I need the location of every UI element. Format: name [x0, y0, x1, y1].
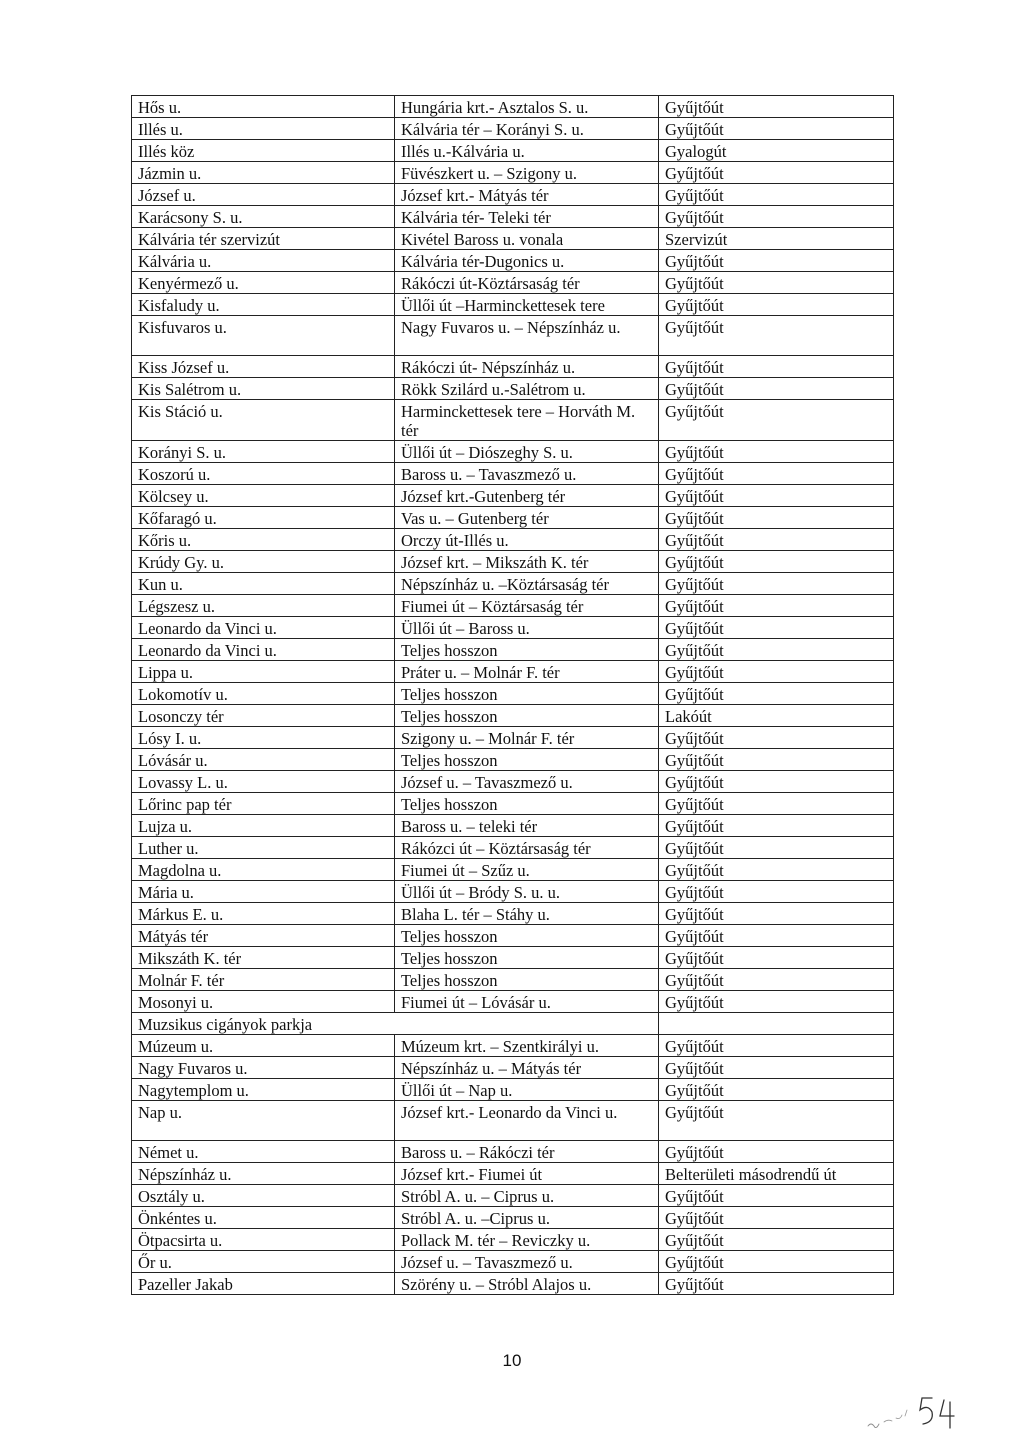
street-name-cell: Magdolna u.	[132, 859, 395, 881]
street-name-cell: Krúdy Gy. u.	[132, 551, 395, 573]
table-row	[132, 903, 894, 925]
road-type-cell: Gyűjtőút	[659, 1273, 894, 1295]
table-row	[132, 1163, 894, 1185]
table-row	[132, 206, 894, 228]
table-row	[132, 727, 894, 749]
section-cell: Üllői út – Baross u.	[395, 617, 659, 639]
section-cell: Baross u. – Rákóczi tér	[395, 1141, 659, 1163]
street-name-cell: Lósy I. u.	[132, 727, 395, 749]
road-type-cell: Gyűjtőút	[659, 1185, 894, 1207]
street-name-cell: Önkéntes u.	[132, 1207, 395, 1229]
page-number: 10	[502, 1351, 522, 1370]
street-name-cell: Jázmin u.	[132, 162, 395, 184]
section-cell: Hungária krt.- Asztalos S. u.	[395, 96, 659, 118]
street-name-cell: Mosonyi u.	[132, 991, 395, 1013]
road-type-cell: Gyűjtőút	[659, 400, 894, 441]
street-name-cell: Kálvária tér szervizút	[132, 228, 395, 250]
road-type-cell: Gyűjtőút	[659, 378, 894, 400]
table-body	[132, 96, 894, 1295]
table-row	[132, 1013, 894, 1035]
road-type-cell: Gyűjtőút	[659, 118, 894, 140]
table-row	[132, 356, 894, 378]
section-cell: Múzeum krt. – Szentkirályi u.	[395, 1035, 659, 1057]
street-name-cell: Karácsony S. u.	[132, 206, 395, 228]
road-type-cell: Gyűjtőút	[659, 1079, 894, 1101]
road-type-cell: Gyűjtőút	[659, 595, 894, 617]
section-cell: József krt.- Leonardo da Vinci u.	[395, 1101, 659, 1141]
section-cell: Teljes hosszon	[395, 639, 659, 661]
section-cell: Üllői út – Nap u.	[395, 1079, 659, 1101]
road-type-cell: Gyűjtőút	[659, 1035, 894, 1057]
section-cell: József u. – Tavaszmező u.	[395, 1251, 659, 1273]
table-row	[132, 859, 894, 881]
street-name-cell: Német u.	[132, 1141, 395, 1163]
street-name-cell: Pazeller Jakab	[132, 1273, 395, 1295]
table-row	[132, 705, 894, 727]
table-row	[132, 551, 894, 573]
road-type-cell: Gyűjtőút	[659, 1057, 894, 1079]
section-cell: Harminckettesek tere – Horváth M. tér	[395, 400, 659, 441]
table-row	[132, 378, 894, 400]
street-name-cell: Mátyás tér	[132, 925, 395, 947]
section-cell: Szörény u. – Stróbl Alajos u.	[395, 1273, 659, 1295]
road-type-cell: Belterületi másodrendű út	[659, 1163, 894, 1185]
street-name-cell: Kölcsey u.	[132, 485, 395, 507]
section-cell: József krt.- Mátyás tér	[395, 184, 659, 206]
section-cell: Üllői út – Diószeghy S. u.	[395, 441, 659, 463]
table-row	[132, 1185, 894, 1207]
table-row	[132, 947, 894, 969]
street-name-cell: Légszesz u.	[132, 595, 395, 617]
section-cell: Kálvária tér- Teleki tér	[395, 206, 659, 228]
road-type-cell: Gyűjtőút	[659, 727, 894, 749]
street-name-cell: Kálvária u.	[132, 250, 395, 272]
section-cell: Blaha L. tér – Stáhy u.	[395, 903, 659, 925]
table-row	[132, 162, 894, 184]
table-row	[132, 485, 894, 507]
section-cell: Teljes hosszon	[395, 683, 659, 705]
street-name-cell: Nap u.	[132, 1101, 395, 1141]
road-type-cell: Gyűjtőút	[659, 639, 894, 661]
street-name-cell: Koszorú u.	[132, 463, 395, 485]
street-name-cell: Kis Stáció u.	[132, 400, 395, 441]
street-name-cell: Illés u.	[132, 118, 395, 140]
road-type-cell: Gyűjtőút	[659, 573, 894, 595]
street-name-cell: Leonardo da Vinci u.	[132, 617, 395, 639]
street-name-cell: Kisfuvaros u.	[132, 316, 395, 356]
section-cell: Teljes hosszon	[395, 947, 659, 969]
street-name-cell: Lujza u.	[132, 815, 395, 837]
table-row	[132, 118, 894, 140]
road-type-cell: Gyűjtőút	[659, 551, 894, 573]
table-row	[132, 991, 894, 1013]
street-name-cell: Nagy Fuvaros u.	[132, 1057, 395, 1079]
road-type-cell: Lakóút	[659, 705, 894, 727]
road-type-cell: Gyűjtőút	[659, 969, 894, 991]
section-cell: Üllői út –Harminckettesek tere	[395, 294, 659, 316]
section-cell: Práter u. – Molnár F. tér	[395, 661, 659, 683]
street-name-cell: Kiss József u.	[132, 356, 395, 378]
street-name-cell: Kun u.	[132, 573, 395, 595]
table-row	[132, 140, 894, 162]
road-type-cell: Gyűjtőút	[659, 441, 894, 463]
street-name-cell: Lokomotív u.	[132, 683, 395, 705]
table-row	[132, 400, 894, 441]
table-row	[132, 1229, 894, 1251]
table-row	[132, 793, 894, 815]
section-cell: Üllői út – Bródy S. u. u.	[395, 881, 659, 903]
street-name-cell: Őr u.	[132, 1251, 395, 1273]
section-cell: Rákóczi út- Népszínház u.	[395, 356, 659, 378]
street-name-cell: Osztály u.	[132, 1185, 395, 1207]
street-name-cell: Lippa u.	[132, 661, 395, 683]
section-cell: Nagy Fuvaros u. – Népszínház u.	[395, 316, 659, 356]
section-cell: Teljes hosszon	[395, 749, 659, 771]
street-name-cell: Leonardo da Vinci u.	[132, 639, 395, 661]
table-row	[132, 925, 894, 947]
table-row	[132, 228, 894, 250]
road-type-cell: Gyűjtőút	[659, 837, 894, 859]
table-row	[132, 639, 894, 661]
road-type-cell: Gyűjtőút	[659, 749, 894, 771]
street-name-cell: Luther u.	[132, 837, 395, 859]
table-row	[132, 1141, 894, 1163]
section-cell: Teljes hosszon	[395, 705, 659, 727]
street-name-cell: Kőfaragó u.	[132, 507, 395, 529]
section-cell: Stróbl A. u. – Ciprus u.	[395, 1185, 659, 1207]
road-type-cell: Gyűjtőút	[659, 162, 894, 184]
road-type-cell: Gyűjtőút	[659, 294, 894, 316]
street-name-cell: Hős u.	[132, 96, 395, 118]
section-cell: Fiumei út – Szűz u.	[395, 859, 659, 881]
section-cell	[395, 1013, 659, 1035]
street-name-cell: Népszínház u.	[132, 1163, 395, 1185]
section-cell: József u. – Tavaszmező u.	[395, 771, 659, 793]
road-type-cell: Gyűjtőút	[659, 1229, 894, 1251]
section-cell: Rákózci út – Köztársaság tér	[395, 837, 659, 859]
table-row	[132, 272, 894, 294]
street-name-cell: Ötpacsirta u.	[132, 1229, 395, 1251]
road-type-cell: Gyűjtőút	[659, 925, 894, 947]
section-cell: Szigony u. – Molnár F. tér	[395, 727, 659, 749]
section-cell: József krt.-Gutenberg tér	[395, 485, 659, 507]
table-row	[132, 184, 894, 206]
section-cell: József krt. – Mikszáth K. tér	[395, 551, 659, 573]
street-name-cell: Mária u.	[132, 881, 395, 903]
table-row	[132, 595, 894, 617]
section-cell: Baross u. – Tavaszmező u.	[395, 463, 659, 485]
table-row	[132, 250, 894, 272]
road-type-cell: Gyűjtőút	[659, 463, 894, 485]
section-cell: Teljes hosszon	[395, 925, 659, 947]
road-type-cell	[659, 1013, 894, 1035]
road-type-cell: Gyűjtőút	[659, 617, 894, 639]
table-row	[132, 1079, 894, 1101]
street-name-cell: Molnár F. tér	[132, 969, 395, 991]
section-cell: Pollack M. tér – Reviczky u.	[395, 1229, 659, 1251]
street-name-cell: Kis Salétrom u.	[132, 378, 395, 400]
road-type-cell: Gyűjtőút	[659, 507, 894, 529]
street-name-cell: Muzsikus cigányok parkja	[132, 1013, 395, 1035]
street-name-cell: Mikszáth K. tér	[132, 947, 395, 969]
road-type-cell: Gyűjtőút	[659, 272, 894, 294]
road-type-cell: Gyűjtőút	[659, 859, 894, 881]
street-name-cell: Illés köz	[132, 140, 395, 162]
table-row	[132, 1273, 894, 1295]
road-type-cell: Gyűjtőút	[659, 316, 894, 356]
table-row	[132, 815, 894, 837]
street-name-cell: Lőrinc pap tér	[132, 793, 395, 815]
road-type-cell: Szervizút	[659, 228, 894, 250]
road-type-cell: Gyűjtőút	[659, 661, 894, 683]
table-row	[132, 1207, 894, 1229]
table-row	[132, 771, 894, 793]
street-name-cell: Lovassy L. u.	[132, 771, 395, 793]
road-type-cell: Gyűjtőút	[659, 1141, 894, 1163]
table-row	[132, 96, 894, 118]
street-name-cell: Lóvásár u.	[132, 749, 395, 771]
road-type-cell: Gyűjtőút	[659, 947, 894, 969]
table-row	[132, 837, 894, 859]
table-row	[132, 881, 894, 903]
section-cell: Orczy út-Illés u.	[395, 529, 659, 551]
section-cell: Fiumei út – Köztársaság tér	[395, 595, 659, 617]
table-row	[132, 316, 894, 356]
table-row	[132, 294, 894, 316]
table-row	[132, 969, 894, 991]
road-type-cell: Gyűjtőút	[659, 356, 894, 378]
table-row	[132, 1251, 894, 1273]
road-type-cell: Gyűjtőút	[659, 485, 894, 507]
road-type-cell: Gyűjtőút	[659, 1251, 894, 1273]
table-row	[132, 573, 894, 595]
road-type-cell: Gyalogút	[659, 140, 894, 162]
road-type-cell: Gyűjtőút	[659, 250, 894, 272]
street-name-cell: Korányi S. u.	[132, 441, 395, 463]
table-row	[132, 1101, 894, 1141]
road-type-cell: Gyűjtőút	[659, 529, 894, 551]
street-name-cell: Losonczy tér	[132, 705, 395, 727]
table-row	[132, 661, 894, 683]
road-type-cell: Gyűjtőút	[659, 683, 894, 705]
section-cell: Kálvária tér-Dugonics u.	[395, 250, 659, 272]
street-name-cell: Kenyérmező u.	[132, 272, 395, 294]
road-type-cell: Gyűjtőút	[659, 991, 894, 1013]
section-cell: Népszínház u. –Köztársaság tér	[395, 573, 659, 595]
street-name-cell: Múzeum u.	[132, 1035, 395, 1057]
section-cell: Vas u. – Gutenberg tér	[395, 507, 659, 529]
road-type-cell: Gyűjtőút	[659, 184, 894, 206]
section-cell: Stróbl A. u. –Ciprus u.	[395, 1207, 659, 1229]
table-row	[132, 749, 894, 771]
table-row	[132, 617, 894, 639]
street-name-cell: Márkus E. u.	[132, 903, 395, 925]
road-type-cell: Gyűjtőút	[659, 206, 894, 228]
table-row	[132, 507, 894, 529]
road-type-cell: Gyűjtőút	[659, 881, 894, 903]
section-cell: Kálvária tér – Korányi S. u.	[395, 118, 659, 140]
section-cell: Teljes hosszon	[395, 969, 659, 991]
table-row	[132, 1057, 894, 1079]
street-name-cell: József u.	[132, 184, 395, 206]
street-name-cell: Kisfaludy u.	[132, 294, 395, 316]
handwritten-page-mark	[862, 1392, 972, 1438]
section-cell: Fiumei út – Lóvásár u.	[395, 991, 659, 1013]
section-cell: Rákóczi út-Köztársaság tér	[395, 272, 659, 294]
table-row	[132, 529, 894, 551]
section-cell: Baross u. – teleki tér	[395, 815, 659, 837]
street-name-cell: Kőris u.	[132, 529, 395, 551]
section-cell: Teljes hosszon	[395, 793, 659, 815]
table-row	[132, 1035, 894, 1057]
road-type-cell: Gyűjtőút	[659, 815, 894, 837]
section-cell: Kivétel Baross u. vonala	[395, 228, 659, 250]
table-row	[132, 683, 894, 705]
road-type-cell: Gyűjtőút	[659, 793, 894, 815]
road-type-cell: Gyűjtőút	[659, 903, 894, 925]
road-type-cell: Gyűjtőút	[659, 1207, 894, 1229]
section-cell: Füvészkert u. – Szigony u.	[395, 162, 659, 184]
section-cell: József krt.- Fiumei út	[395, 1163, 659, 1185]
section-cell: Rökk Szilárd u.-Salétrom u.	[395, 378, 659, 400]
table-row	[132, 463, 894, 485]
section-cell: Népszínház u. – Mátyás tér	[395, 1057, 659, 1079]
road-type-cell: Gyűjtőút	[659, 1101, 894, 1141]
road-type-cell: Gyűjtőút	[659, 96, 894, 118]
table-row	[132, 441, 894, 463]
street-name-cell: Nagytemplom u.	[132, 1079, 395, 1101]
road-classification-table	[131, 95, 894, 1295]
section-cell: Illés u.-Kálvária u.	[395, 140, 659, 162]
road-type-cell: Gyűjtőút	[659, 771, 894, 793]
